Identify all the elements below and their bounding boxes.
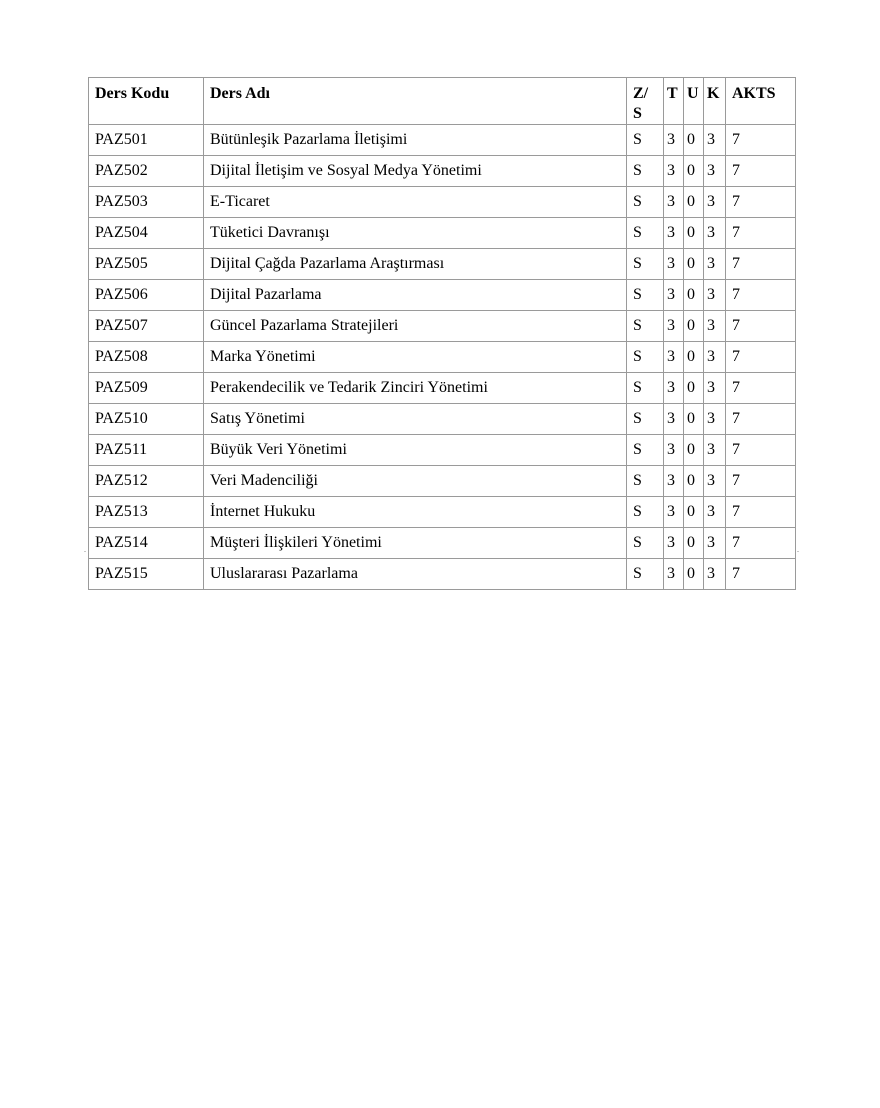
cell-t: 3 [664, 404, 684, 435]
cell-course-name: Dijital Çağda Pazarlama Araştırması [204, 249, 627, 280]
cell-course-code: PAZ515 [89, 559, 204, 590]
cell-course-code: PAZ505 [89, 249, 204, 280]
table-row [89, 466, 796, 497]
cell-k: 3 [704, 342, 726, 373]
table-body [89, 125, 796, 590]
cell-k: 3 [704, 125, 726, 156]
table-row [89, 373, 796, 404]
cell-course-name: Bütünleşik Pazarlama İletişimi [204, 125, 627, 156]
cell-k: 3 [704, 280, 726, 311]
cell-course-code: PAZ506 [89, 280, 204, 311]
cell-u: 0 [684, 187, 704, 218]
table-row [89, 559, 796, 590]
cell-k: 3 [704, 187, 726, 218]
cell-course-name: E-Ticaret [204, 187, 627, 218]
cell-course-name: Müşteri İlişkileri Yönetimi [204, 528, 627, 559]
cell-zs: S [627, 404, 664, 435]
cell-zs: S [627, 435, 664, 466]
table-row [89, 249, 796, 280]
table-row [89, 156, 796, 187]
cell-t: 3 [664, 125, 684, 156]
cell-course-code: PAZ504 [89, 218, 204, 249]
cell-u: 0 [684, 280, 704, 311]
cell-course-code: PAZ502 [89, 156, 204, 187]
cell-k: 3 [704, 528, 726, 559]
cell-t: 3 [664, 497, 684, 528]
cell-k: 3 [704, 435, 726, 466]
table-row [89, 187, 796, 218]
header-zs-top: Z/ [633, 85, 649, 102]
cell-akts: 7 [726, 249, 796, 280]
cell-akts: 7 [726, 280, 796, 311]
cell-u: 0 [684, 404, 704, 435]
table-row [89, 311, 796, 342]
cell-u: 0 [684, 435, 704, 466]
cell-akts: 7 [726, 497, 796, 528]
cell-k: 3 [704, 249, 726, 280]
cell-t: 3 [664, 187, 684, 218]
cell-akts: 7 [726, 218, 796, 249]
header-akts: AKTS [726, 78, 796, 125]
page-mark-right [797, 551, 799, 552]
table-row [89, 218, 796, 249]
cell-u: 0 [684, 373, 704, 404]
cell-course-name: İnternet Hukuku [204, 497, 627, 528]
header-zs-bottom: S [633, 105, 642, 122]
cell-t: 3 [664, 559, 684, 590]
cell-k: 3 [704, 497, 726, 528]
cell-u: 0 [684, 218, 704, 249]
cell-u: 0 [684, 125, 704, 156]
table-row [89, 125, 796, 156]
cell-zs: S [627, 125, 664, 156]
cell-t: 3 [664, 311, 684, 342]
cell-u: 0 [684, 466, 704, 497]
cell-k: 3 [704, 218, 726, 249]
header-course-name: Ders Adı [204, 78, 627, 125]
cell-u: 0 [684, 249, 704, 280]
cell-course-code: PAZ513 [89, 497, 204, 528]
cell-u: 0 [684, 311, 704, 342]
table-row [89, 497, 796, 528]
cell-akts: 7 [726, 311, 796, 342]
cell-t: 3 [664, 435, 684, 466]
cell-k: 3 [704, 559, 726, 590]
cell-course-code: PAZ508 [89, 342, 204, 373]
cell-akts: 7 [726, 373, 796, 404]
table-header-row [89, 78, 796, 125]
cell-k: 3 [704, 373, 726, 404]
cell-course-name: Perakendecilik ve Tedarik Zinciri Yönetimi [204, 373, 627, 404]
cell-zs: S [627, 497, 664, 528]
cell-course-name: Büyük Veri Yönetimi [204, 435, 627, 466]
cell-u: 0 [684, 156, 704, 187]
cell-t: 3 [664, 342, 684, 373]
cell-t: 3 [664, 249, 684, 280]
cell-zs: S [627, 280, 664, 311]
cell-zs: S [627, 156, 664, 187]
cell-course-name: Uluslararası Pazarlama [204, 559, 627, 590]
cell-akts: 7 [726, 156, 796, 187]
header-course-code: Ders Kodu [89, 78, 204, 125]
cell-course-name: Marka Yönetimi [204, 342, 627, 373]
cell-t: 3 [664, 280, 684, 311]
cell-akts: 7 [726, 342, 796, 373]
page-mark-left [84, 551, 86, 552]
cell-akts: 7 [726, 187, 796, 218]
cell-t: 3 [664, 528, 684, 559]
table-row [89, 435, 796, 466]
table-row [89, 528, 796, 559]
cell-zs: S [627, 311, 664, 342]
cell-zs: S [627, 187, 664, 218]
cell-course-name: Güncel Pazarlama Stratejileri [204, 311, 627, 342]
cell-course-name: Tüketici Davranışı [204, 218, 627, 249]
cell-zs: S [627, 249, 664, 280]
cell-akts: 7 [726, 466, 796, 497]
cell-course-code: PAZ510 [89, 404, 204, 435]
cell-u: 0 [684, 528, 704, 559]
cell-course-name: Dijital Pazarlama [204, 280, 627, 311]
header-t: T [664, 78, 684, 125]
cell-u: 0 [684, 497, 704, 528]
cell-akts: 7 [726, 559, 796, 590]
cell-zs: S [627, 528, 664, 559]
cell-course-name: Satış Yönetimi [204, 404, 627, 435]
cell-course-code: PAZ501 [89, 125, 204, 156]
cell-course-name: Dijital İletişim ve Sosyal Medya Yönetimi [204, 156, 627, 187]
cell-zs: S [627, 218, 664, 249]
cell-t: 3 [664, 218, 684, 249]
cell-k: 3 [704, 311, 726, 342]
cell-akts: 7 [726, 435, 796, 466]
header-k: K [704, 78, 726, 125]
table-row [89, 404, 796, 435]
cell-k: 3 [704, 466, 726, 497]
cell-u: 0 [684, 342, 704, 373]
cell-t: 3 [664, 373, 684, 404]
cell-akts: 7 [726, 404, 796, 435]
cell-course-code: PAZ512 [89, 466, 204, 497]
cell-course-name: Veri Madenciliği [204, 466, 627, 497]
cell-k: 3 [704, 404, 726, 435]
course-table [88, 77, 796, 590]
cell-zs: S [627, 342, 664, 373]
table-row [89, 280, 796, 311]
cell-t: 3 [664, 466, 684, 497]
cell-k: 3 [704, 156, 726, 187]
cell-zs: S [627, 559, 664, 590]
cell-course-code: PAZ514 [89, 528, 204, 559]
cell-zs: S [627, 466, 664, 497]
cell-course-code: PAZ503 [89, 187, 204, 218]
header-u: U [684, 78, 704, 125]
table-row [89, 342, 796, 373]
cell-akts: 7 [726, 125, 796, 156]
header-zs [627, 78, 664, 125]
cell-u: 0 [684, 559, 704, 590]
cell-t: 3 [664, 156, 684, 187]
cell-zs: S [627, 373, 664, 404]
cell-akts: 7 [726, 528, 796, 559]
cell-course-code: PAZ507 [89, 311, 204, 342]
cell-course-code: PAZ509 [89, 373, 204, 404]
cell-course-code: PAZ511 [89, 435, 204, 466]
